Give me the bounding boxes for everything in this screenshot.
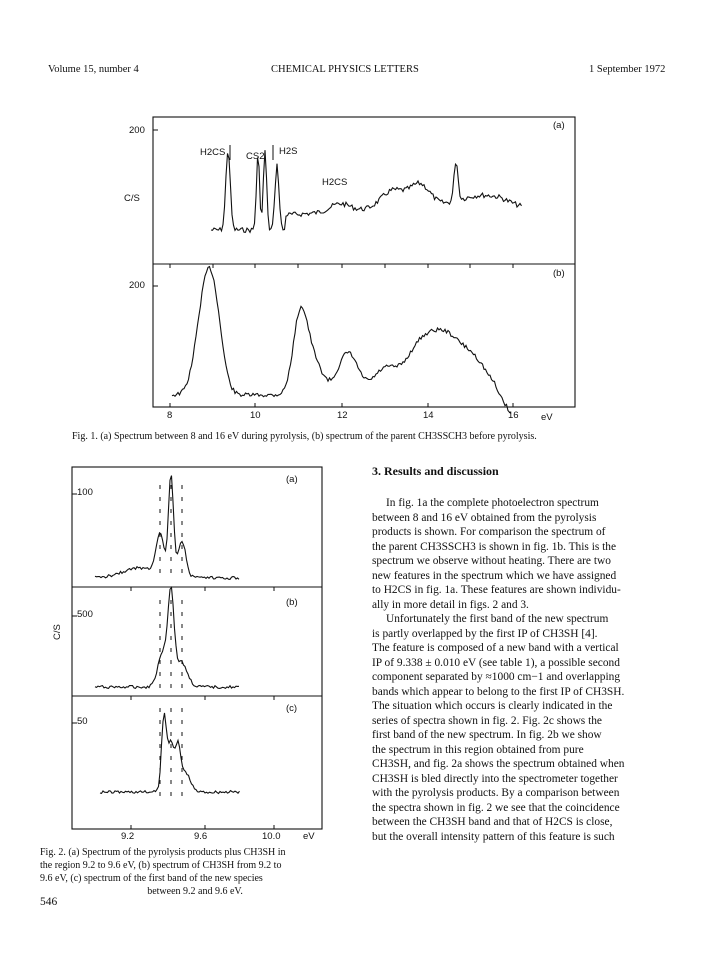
spectrum-trace-b [172,267,511,414]
fig1-yaxis-label: C/S [124,193,140,204]
header-date: 1 September 1972 [589,64,666,75]
header-journal: CHEMICAL PHYSICS LETTERS [271,64,419,75]
fig2-ytick-c: 50 [77,716,88,727]
fig2-xtick-9-2: 9.2 [121,831,135,842]
spectrum-trace-2c [100,713,240,794]
fig2-ytick-a: 100 [77,487,93,498]
paragraph-line: the spectrum in this region obtained from pure [372,743,584,756]
peak-label-h2cs-1: H2CS [200,147,226,158]
paragraph-line: but the overall intensity pattern of this feature is such [372,830,615,843]
paragraph-line: with the pyrolysis products. By a comparison between [372,787,620,799]
fig1-panel-b-label: (b) [553,268,565,279]
fig1-xtick-8: 8 [167,410,173,421]
spectrum-trace-a [211,150,522,232]
figure-2-plot [0,460,340,840]
fig2-xtick-9-6: 9.6 [194,831,208,842]
paragraph-line: first band of the new spectrum. In fig. 2b we show [372,729,602,741]
fig1-ytick-a: 200 [129,125,145,136]
fig2-caption-line-1: Fig. 2. (a) Spectrum of the pyrolysis products plus CH3SH in [40,847,286,858]
peak-label-cs2: CS2 [246,151,265,162]
paragraph-line: the spectra shown in fig. 2 we see that the coincidence [372,801,620,814]
paragraph-line: is partly overlapped by the first IP of CH3SH [4]. [372,627,598,640]
fig2-xunit: eV [303,831,315,842]
figure-2-caption [40,846,350,898]
fig1-ytick-b: 200 [129,280,145,291]
paragraph-line: The feature is composed of a new band with a vertical [372,642,619,654]
paragraph-line: products is shown. For comparison the spectrum of [372,526,606,538]
fig2-caption-line-2: the region 9.2 to 9.6 eV, (b) spectrum of CH3SH from 9.2 to [40,860,282,871]
fig1-xtick-16: 16 [508,410,519,421]
peak-label-h2s: H2S [279,146,298,157]
section-paragraphs [372,496,672,844]
fig2-caption-line-3: 9.6 eV, (c) spectrum of the first band of the new species [40,873,263,884]
spectrum-trace-2a [95,476,239,580]
fig2-xtick-10-0: 10.0 [262,831,281,842]
fig2-panel-c-label: (c) [286,703,298,714]
fig1-panel-a-label: (a) [553,120,565,131]
spectrum-trace-2b [95,588,239,689]
paragraph-line: new features in the spectrum which we have assigned [372,569,617,582]
fig1-xunit: eV [541,412,553,423]
figure-1 [0,0,720,460]
page-number: 546 [40,896,58,908]
fig1-xtick-14: 14 [423,410,434,421]
paragraph-line: component separated by ≈1000 cm−1 and overlapping [372,671,621,683]
figure-1-plot [0,0,720,460]
fig2-yaxis-label: C/S [52,624,63,640]
paragraph-line: bands which appear to belong to the first IP of CH3SH. [372,685,625,698]
paragraph-line: spectrum we observe without heating. There are two [372,555,611,567]
peak-label-h2cs-2: H2CS [322,177,348,188]
fig2-ytick-b: 500 [77,609,93,620]
paragraph-line: between 8 and 16 eV obtained from the pyrolysis [372,511,597,524]
paragraph-line: CH3SH, and fig. 2a shows the spectrum obtained when [372,758,625,770]
header-volume: Volume 15, number 4 [48,64,139,75]
paragraph-line: Unfortunately the first band of the new spectrum [386,613,609,625]
fig2-caption-line-4: between 9.2 and 9.6 eV. [147,886,243,897]
fig1-xtick-10: 10 [250,410,261,421]
paragraph-line: between the CH3SH band and that of H2CS is close, [372,816,613,828]
figure-2 [0,460,340,840]
figure-2-frame [72,467,322,829]
paragraph-line: IP of 9.338 ± 0.010 eV (see table 1), a possible second [372,656,620,669]
fig2-panel-a-label: (a) [286,474,298,485]
paragraph-line: series of spectra shown in fig. 2. Fig. 2c shows the [372,714,602,727]
paragraph-line: In fig. 1a the complete photoelectron spectrum [386,497,599,509]
figure-1-caption: Fig. 1. (a) Spectrum between 8 and 16 eV during pyrolysis, (b) spectrum of the parent CH3SSCH3 before pyrolysis. [72,431,537,442]
fig2-panel-b-label: (b) [286,597,298,608]
fig1-xtick-12: 12 [337,410,348,421]
paragraph-line: CH3SH is bled directly into the spectrometer together [372,772,618,785]
section-heading: 3. Results and discussion [372,464,499,478]
figure-1-frame [153,117,575,407]
figure-1-ticks [153,130,513,407]
paragraph-line: the parent CH3SSCH3 is shown in fig. 1b. This is the [372,540,617,553]
paragraph-line: to H2CS in fig. 1a. These features are shown individu- [372,584,621,596]
paragraph-line: The situation which occurs is clearly indicated in the [372,700,613,712]
paragraph-line: ally in more detail in figs. 2 and 3. [372,598,529,611]
